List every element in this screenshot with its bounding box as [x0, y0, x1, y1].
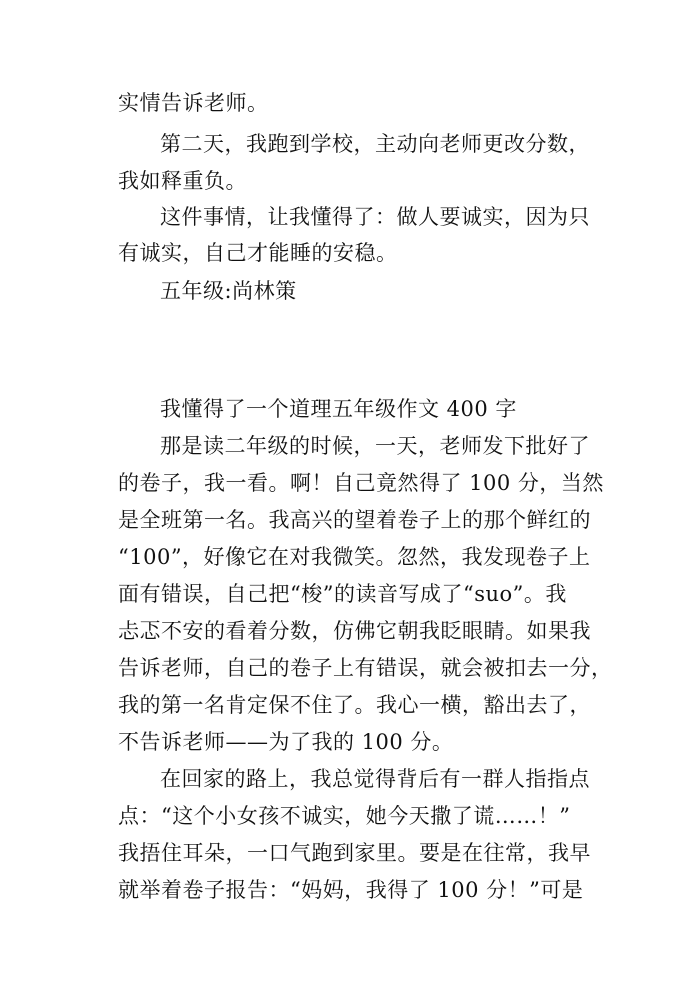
author-line: 五年级:尚林策: [160, 279, 297, 303]
paragraph-line: 是全班第一名。我高兴的望着卷子上的那个鲜红的: [118, 508, 591, 532]
paragraph-line: 面有错误，自己把“梭”的读音写成了“suo”。我: [118, 582, 567, 606]
paragraph-line: 实情告诉老师。: [118, 91, 269, 115]
paragraph-line: 这件事情，让我懂得了：做人要诚实，因为只: [160, 205, 590, 229]
paragraph-line: 有诚实，自己才能睡的安稳。: [118, 241, 398, 265]
paragraph-line: 告诉老师，自己的卷子上有错误，就会被扣去一分，: [118, 656, 613, 680]
paragraph-line: 那是读二年级的时候，一天，老师发下批好了: [160, 434, 590, 458]
paragraph-line: 在回家的路上，我总觉得背后有一群人指指点: [160, 767, 590, 791]
paragraph-line: 我如释重负。: [118, 169, 247, 193]
paragraph-line: 我的第一名肯定保不住了。我心一横，豁出去了，: [118, 693, 591, 717]
article-title: 我懂得了一个道理五年级作文 400 字: [160, 397, 517, 421]
paragraph-line: 点：“这个小女孩不诚实，她今天撒了谎……！”: [118, 804, 571, 828]
paragraph-line: 我捂住耳朵，一口气跑到家里。要是在往常，我早: [118, 841, 591, 865]
paragraph-line: 忐忑不安的看着分数，仿佛它朝我眨眼睛。如果我: [118, 619, 591, 643]
paragraph-line: 的卷子，我一看。啊！自己竟然得了 100 分，当然: [118, 471, 604, 495]
paragraph-line: 不告诉老师——为了我的 100 分。: [118, 730, 454, 754]
paragraph-line: “100”，好像它在对我微笑。忽然，我发现卷子上: [118, 545, 591, 569]
paragraph-line: 第二天，我跑到学校，主动向老师更改分数，: [160, 132, 590, 156]
paragraph-line: 就举着卷子报告：“妈妈，我得了 100 分！”可是: [118, 878, 584, 902]
